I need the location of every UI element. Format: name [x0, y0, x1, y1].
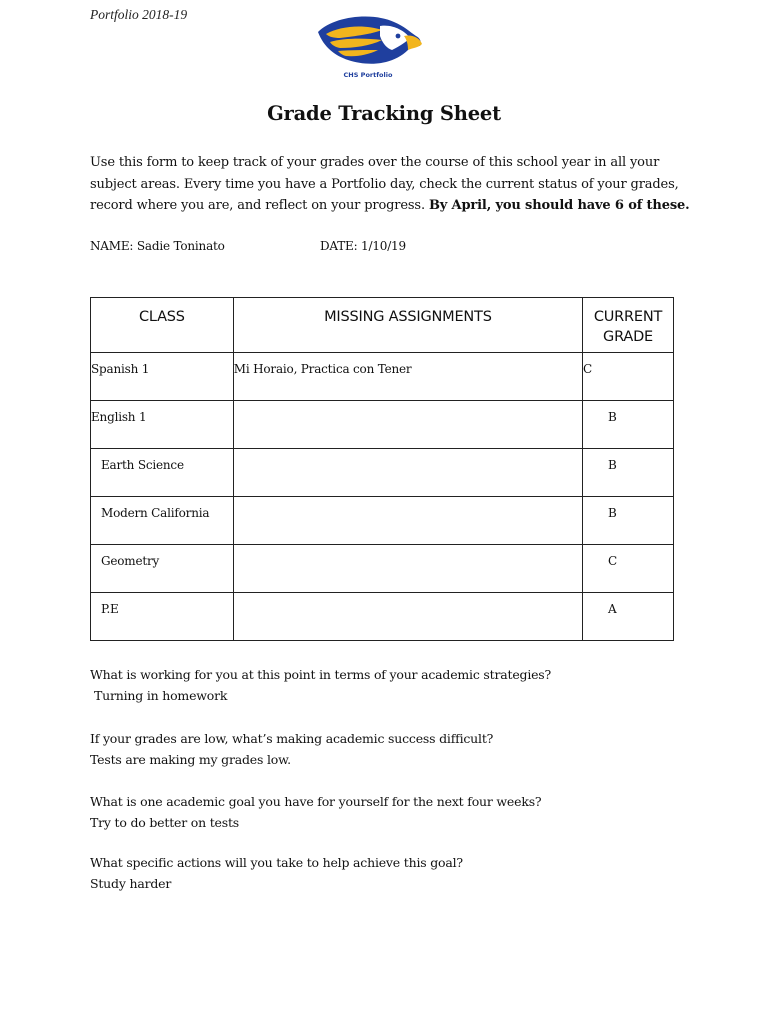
- missing-cell: [233, 401, 582, 449]
- sheet-date: DATE: 1/10/19: [320, 239, 406, 253]
- grade-cell: A: [583, 593, 674, 641]
- table-row: [91, 545, 674, 593]
- page-title: Grade Tracking Sheet: [267, 102, 501, 125]
- grade-cell: B: [583, 449, 674, 497]
- grade-table: [90, 297, 674, 641]
- missing-cell: [233, 497, 582, 545]
- logo-text: CHS Portfolio: [343, 71, 393, 79]
- grade-cell: B: [583, 401, 674, 449]
- table-row: [91, 401, 674, 449]
- header-missing-assignments: MISSING ASSIGNMENTS: [233, 298, 582, 353]
- missing-cell: [233, 545, 582, 593]
- question-text: What is one academic goal you have for yourself for the next four weeks?: [90, 794, 542, 809]
- question-text: If your grades are low, what’s making academic success difficult?: [90, 731, 494, 746]
- table-row: [91, 449, 674, 497]
- answer-text: Tests are making my grades low.: [90, 751, 291, 767]
- table-row: [91, 353, 674, 401]
- class-cell: Earth Science: [91, 449, 234, 497]
- portfolio-year-note: Portfolio 2018-19: [90, 7, 188, 22]
- intro-text: Use this form to keep track of your grades over the course of this school year in all your subject areas. Every time you have a Portfolio day, check the current status of your grades, record where you are, and reflect on your progress.: [90, 155, 679, 213]
- intro-bold-text: By April, you should have 6 of these.: [428, 198, 690, 213]
- eagle-logo: [312, 10, 424, 82]
- grade-cell: C: [583, 353, 674, 401]
- grade-cell: B: [583, 497, 674, 545]
- header-current-grade: CURRENT GRADE: [583, 298, 674, 353]
- missing-cell: [233, 449, 582, 497]
- intro-paragraph: [90, 152, 690, 217]
- question-block: [90, 792, 541, 833]
- missing-cell: Mi Horaio, Practica con Tener: [233, 353, 582, 401]
- table-row: [91, 593, 674, 641]
- question-text: What specific actions will you take to help achieve this goal?: [90, 855, 463, 870]
- answer-text: Turning in homework: [94, 687, 228, 703]
- question-block: [90, 729, 493, 770]
- table-header-row: [91, 298, 674, 353]
- answer-text: Try to do better on tests: [90, 814, 239, 830]
- grade-cell: C: [583, 545, 674, 593]
- question-block: [90, 665, 551, 706]
- class-cell: P.E: [91, 593, 234, 641]
- missing-cell: [233, 593, 582, 641]
- question-text: What is working for you at this point in terms of your academic strategies?: [90, 667, 552, 682]
- answer-text: Study harder: [90, 875, 172, 891]
- table-row: [91, 497, 674, 545]
- class-cell: Geometry: [91, 545, 234, 593]
- class-cell: Modern California: [91, 497, 234, 545]
- class-cell: English 1: [91, 401, 234, 449]
- class-cell: Spanish 1: [91, 353, 234, 401]
- question-block: [90, 853, 463, 894]
- student-name: NAME: Sadie Toninato: [90, 239, 225, 253]
- header-class: CLASS: [91, 298, 234, 353]
